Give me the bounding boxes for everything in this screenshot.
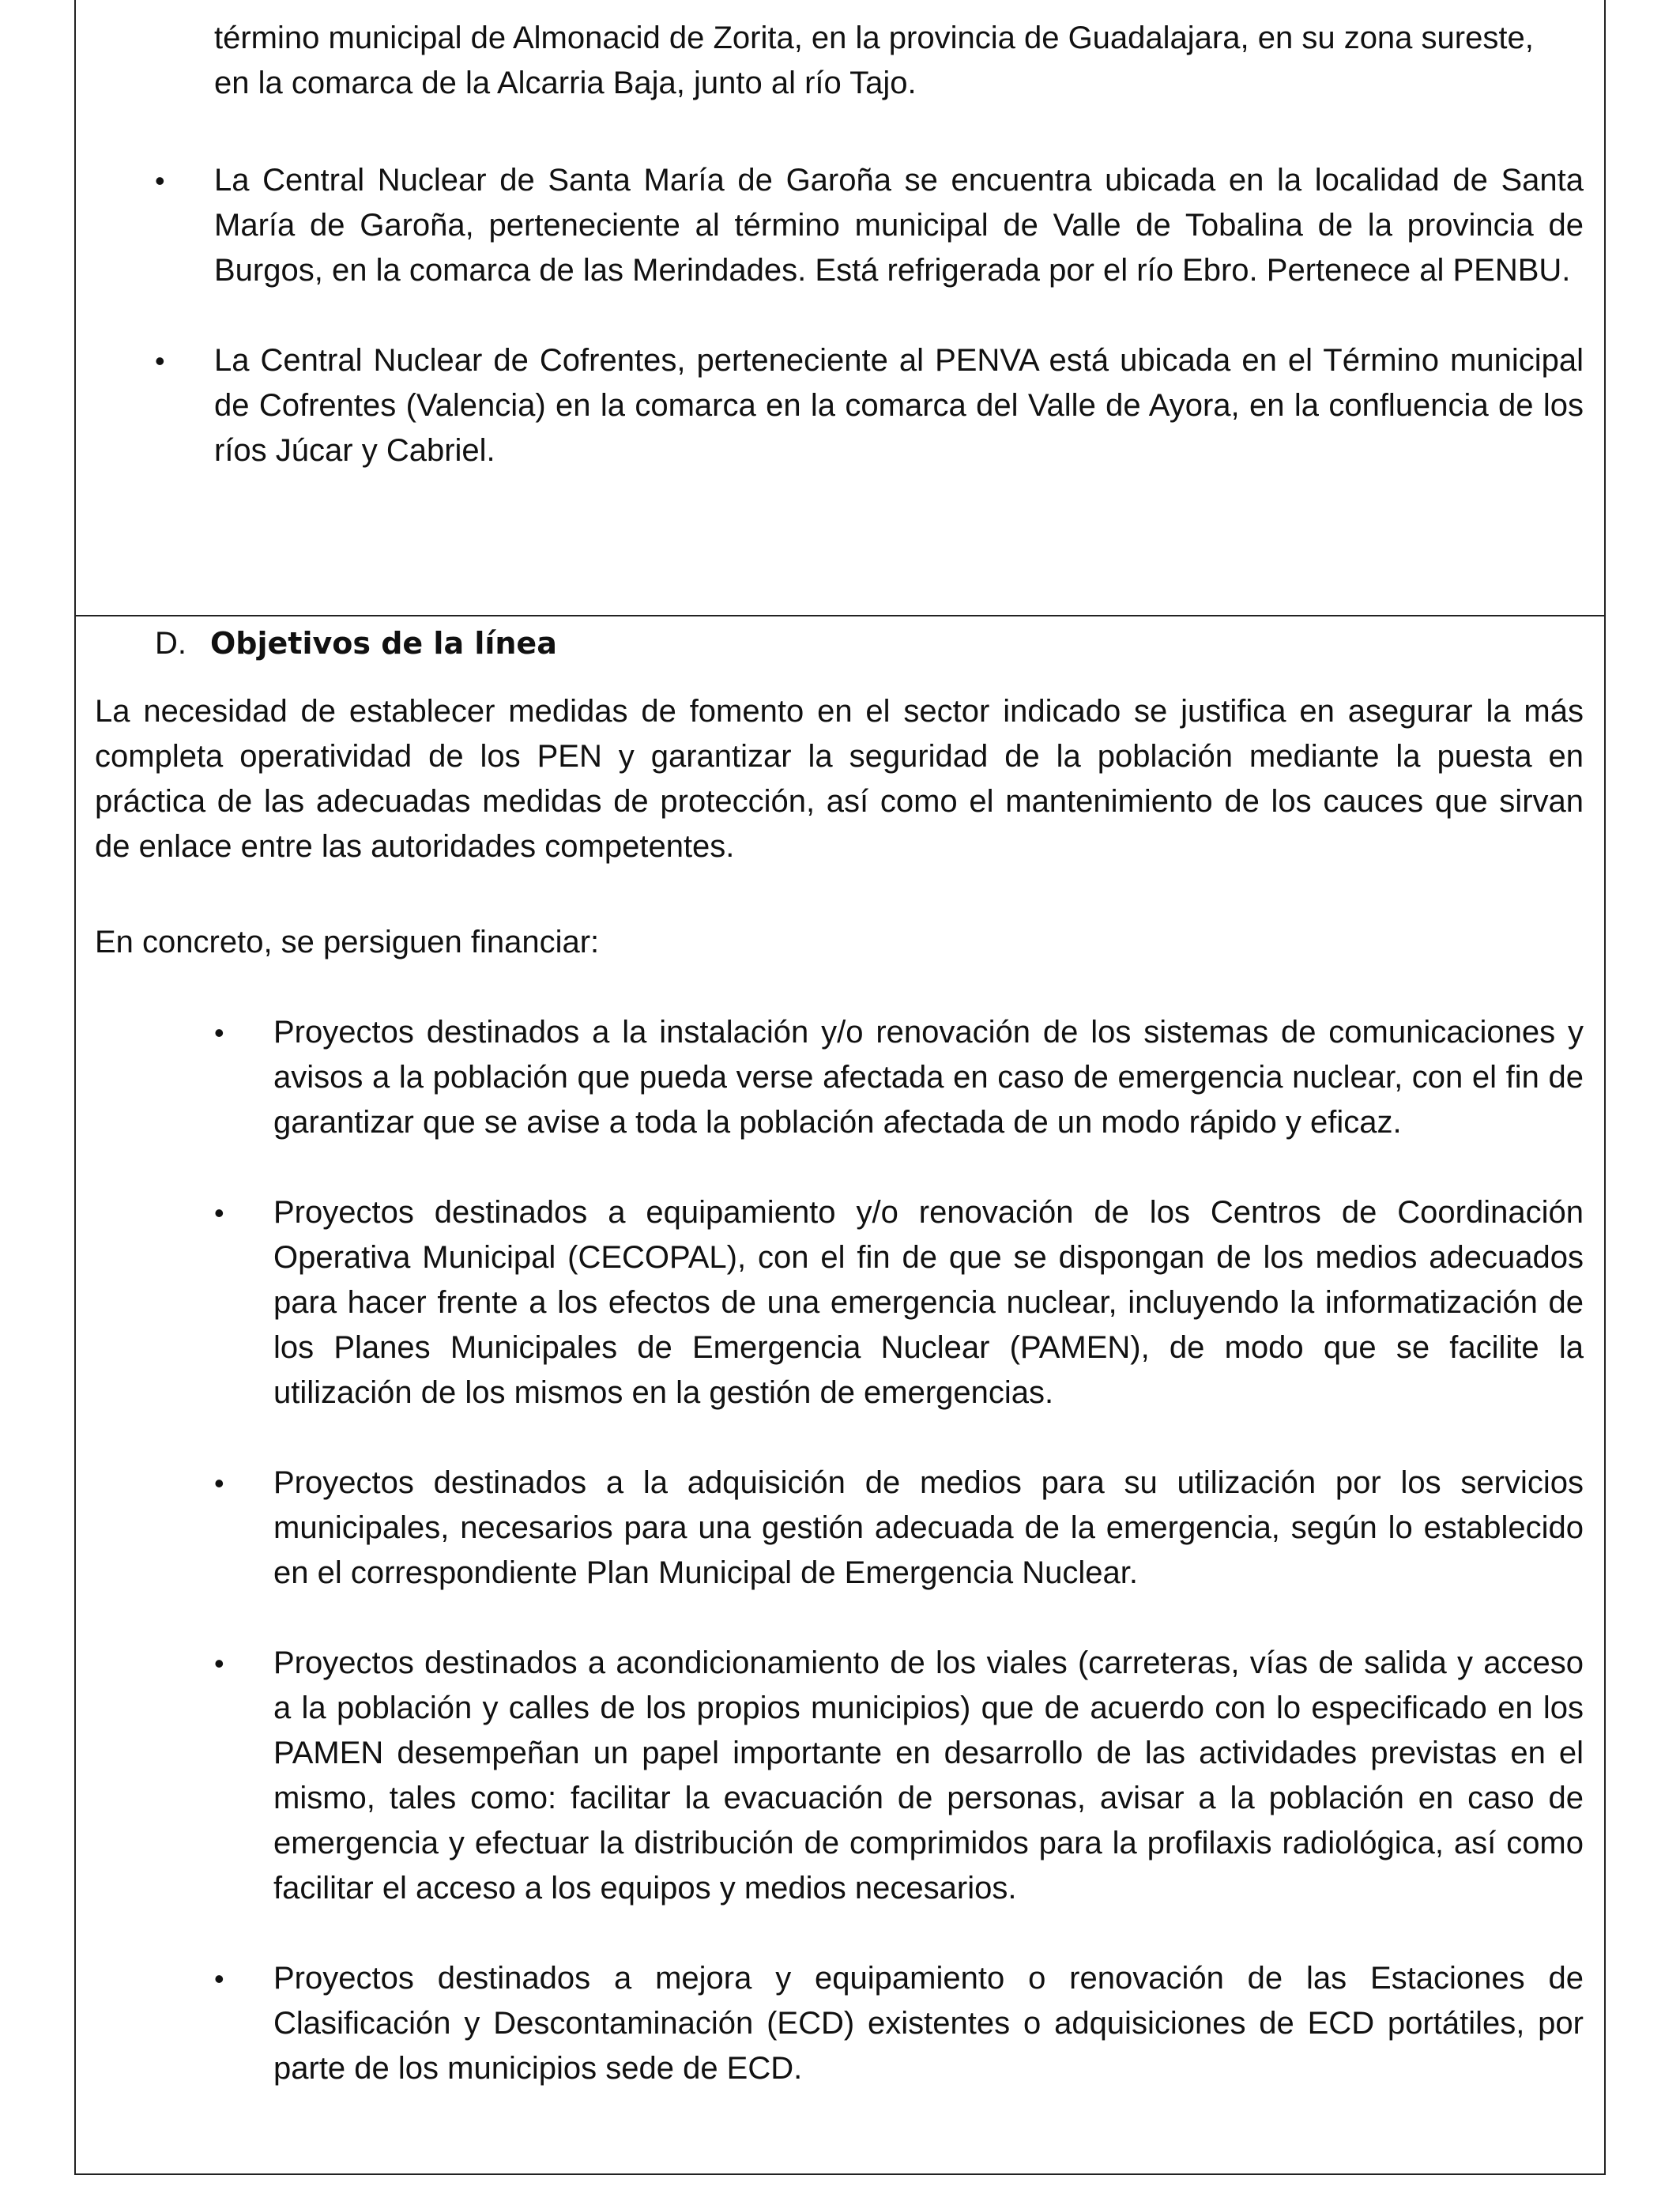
list-item-text: La Central Nuclear de Cofrentes, perteneciente al PENVA está ubicada en el Término municipal de Cofrentes (Valencia) en la comarca en la comarca del Valle de Ayora, en la confluencia de los ríos Júcar y Cabriel. xyxy=(214,343,1584,468)
table-cell-locations xyxy=(74,0,1606,616)
list-item xyxy=(155,158,1584,293)
bullet-icon: • xyxy=(214,1962,224,1995)
list-item-text: Proyectos destinados a equipamiento y/o renovación de los Centros de Coordinación Operativa Municipal (CECOPAL), con el fin de que se dispongan de los medios adecuados para hacer frente a los efectos de una emergencia nuclear, incluyendo la informatización de los Planes Municipales de Emergencia Nuclear (PAMEN), de modo que se facilite la utilización de los mismos en la gestión de emergencias. xyxy=(273,1195,1584,1410)
list-item xyxy=(214,1641,1584,1911)
intro-paragraph: La necesidad de establecer medidas de fomento en el sector indicado se justifica en asegurar la más completa operatividad de los PEN y garantizar la seguridad de la población mediante la puesta en práctica de las adecuadas medidas de protección, así como el mantenimiento de los cauces que sirvan de enlace entre las autoridades competentes. xyxy=(95,694,1584,864)
section-heading xyxy=(155,626,557,673)
objectives-list xyxy=(214,1010,1584,2136)
text-line: en la comarca de la Alcarria Baja, junto al río Tajo. xyxy=(214,66,917,100)
list-item xyxy=(214,1461,1584,1596)
list-item xyxy=(155,338,1584,473)
section-letter: D. xyxy=(155,626,186,661)
bullet-icon: • xyxy=(155,345,165,377)
bullet-icon: • xyxy=(155,164,165,197)
list-item-text: Proyectos destinados a acondicionamiento de los viales (carreteras, vías de salida y acceso a la población y calles de los propios municipios) que de acuerdo con lo especificado en los PAMEN desempeñan un papel importante en desarrollo de las actividades previstas en el mismo, tales como: facilitar la evacuación de personas, avisar a la población en caso de emergencia y efectuar la distribución de comprimidos para la profilaxis radiológica, así como facilitar el acceso a los equipos y medios necesarios. xyxy=(273,1646,1584,1906)
bullet-icon: • xyxy=(214,1467,224,1499)
list-item-text: La Central Nuclear de Santa María de Garoña se encuentra ubicada en la localidad de Santa María de Garoña, perteneciente al término municipal de Valle de Tobalina de la provincia de Burgos, en la comarca de las Merindades. Está refrigerada por el río Ebro. Pertenece al PENBU. xyxy=(214,163,1584,288)
list-item-text: Proyectos destinados a la adquisición de medios para su utilización por los servicios municipales, necesarios para una gestión adecuada de la emergencia, según lo establecido en el correspondiente Plan Municipal de Emergencia Nuclear. xyxy=(273,1465,1584,1590)
table-cell-objectives xyxy=(74,615,1606,2175)
list-item-text: Proyectos destinados a la instalación y/o renovación de los sistemas de comunicaciones y avisos a la población que pueda verse afectada en caso de emergencia nuclear, con el fin de garantizar que se avise a toda la población afectada de un modo rápido y eficaz. xyxy=(273,1015,1584,1140)
lead-paragraph: En concreto, se persiguen financiar: xyxy=(95,925,600,959)
bullet-icon: • xyxy=(214,1647,224,1679)
continuation-paragraph xyxy=(214,16,1584,106)
list-item xyxy=(214,1956,1584,2091)
text-line: término municipal de Almonacid de Zorita, en la provincia de Guadalajara, en su zona sureste, xyxy=(214,21,1534,55)
bullet-icon: • xyxy=(214,1016,224,1049)
plant-list xyxy=(155,158,1584,518)
bullet-icon: • xyxy=(214,1197,224,1229)
list-item xyxy=(214,1010,1584,1145)
list-item xyxy=(214,1190,1584,1416)
section-title: Objetivos de la línea xyxy=(210,626,557,661)
list-item-text: Proyectos destinados a mejora y equipamiento o renovación de las Estaciones de Clasificación y Descontaminación (ECD) existentes o adquisiciones de ECD portátiles, por parte de los municipios sede de ECD. xyxy=(273,1961,1584,2086)
